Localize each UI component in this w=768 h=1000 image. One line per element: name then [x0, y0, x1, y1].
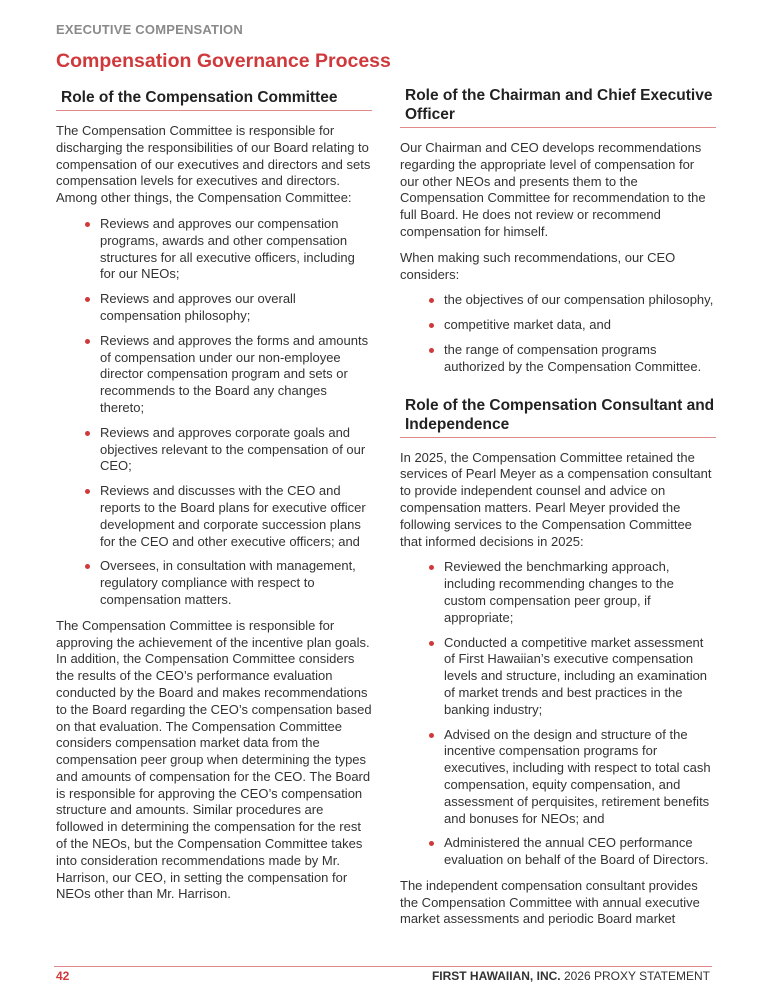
list-item: Reviews and approves corporate goals and objectives relevant to the compensation of our CEO;: [100, 425, 372, 475]
footer-divider: [54, 966, 712, 967]
consultant-paragraph: In 2025, the Compensation Committee retained the services of Pearl Meyer as a compensation consultant to provide independent counsel and advice on compensation matters. Pearl Meyer provided the following services to the Compensation Committee that informed decisions in 2025:: [400, 449, 712, 549]
list-item: Reviews and approves the forms and amounts of compensation under our non-employee director compensation program and sets or recommends to the Board any changes thereto;: [100, 333, 372, 417]
committee-responsibilities-list: [56, 216, 372, 609]
consultant-heading: Role of the Compensation Consultant and Independence: [400, 396, 716, 438]
ceo-considerations-list: [400, 292, 716, 375]
committee-intro-paragraph: The Compensation Committee is responsible for discharging the responsibilities of our Board relating to compensation of our executives and directors and sets compensation levels for executives and directors. Among other things, the Compensation Committee:: [56, 123, 371, 206]
page-number: 42: [56, 969, 70, 983]
list-item: Advised on the design and structure of the incentive compensation programs for executives, including with respect to total cash compensation, equity compensation, and assessment of perquisites, retirement benefits and bonuses for NEOs; and: [444, 727, 716, 828]
footer-company-name: FIRST HAWAIIAN, INC.: [431, 969, 561, 983]
footer-document-name: 2026 PROXY STATEMENT: [560, 969, 710, 983]
compensation-committee-heading: Role of the Compensation Committee: [56, 88, 372, 111]
list-item: Oversees, in consultation with management, regulatory compliance with respect to compensation matters.: [100, 558, 372, 608]
chairman-paragraph: Our Chairman and CEO develops recommendations regarding the appropriate level of compensation for our other NEOs and presents them to the Compensation Committee for recommendation to the full Board. He does not review or recommend compensation for himself.: [400, 140, 706, 239]
list-item: Reviews and approves our compensation programs, awards and other compensation structures for all executive officers, including for our NEOs;: [100, 216, 372, 283]
list-item: Conducted a competitive market assessment of First Hawaiian’s executive compensation levels and structure, including an examination of market trends and best practices in the banking industry;: [444, 635, 716, 719]
footer-document-title: [432, 969, 710, 983]
consultant-services-list: [400, 559, 716, 869]
list-item: Administered the annual CEO performance evaluation on behalf of the Board of Directors.: [444, 835, 716, 869]
committee-closing-paragraph: The Compensation Committee is responsible for approving the achievement of the incentive plan goals. In addition, the Compensation Committee considers the results of the CEO’s performance evaluation conducted by the Board and makes recommendations to the Board regarding the CEO’s compensation based on that evaluation. The Compensation Committee considers compensation market data from the compensation peer group when determining the types and amounts of compensation for the CEO. The Board is responsible for approving the CEO’s compensation structure and amounts. Similar procedures are followed in determining the compensation for the rest of the NEOs, but the Compensation Committee takes into consideration recommendations made by Mr. Harrison, our CEO, in setting the compensation for NEOs other than Mr. Harrison.: [56, 617, 372, 902]
list-item: Reviewed the benchmarking approach, including recommending changes to the custom compensation peer group, if appropriate;: [444, 559, 716, 626]
list-item: Reviews and approves our overall compensation philosophy;: [100, 291, 372, 325]
list-item: competitive market data, and: [444, 317, 716, 334]
left-column: [56, 86, 372, 912]
consultant-closing-paragraph: The independent compensation consultant provides the Compensation Committee with annual executive market assessments and periodic Board market: [400, 877, 700, 927]
ceo-considers-paragraph: When making such recommendations, our CEO considers:: [400, 249, 676, 282]
chairman-ceo-heading: Role of the Chairman and Chief Executive Officer: [400, 86, 716, 128]
right-column: [400, 86, 716, 937]
list-item: the range of compensation programs authorized by the Compensation Committee.: [444, 342, 716, 376]
list-item: the objectives of our compensation philosophy,: [444, 292, 716, 309]
list-item: Reviews and discusses with the CEO and reports to the Board plans for executive officer development and corporate succession plans for the CEO and other executive officers; and: [100, 483, 372, 550]
section-label: EXECUTIVE COMPENSATION: [56, 22, 243, 37]
page-title: Compensation Governance Process: [56, 50, 391, 72]
